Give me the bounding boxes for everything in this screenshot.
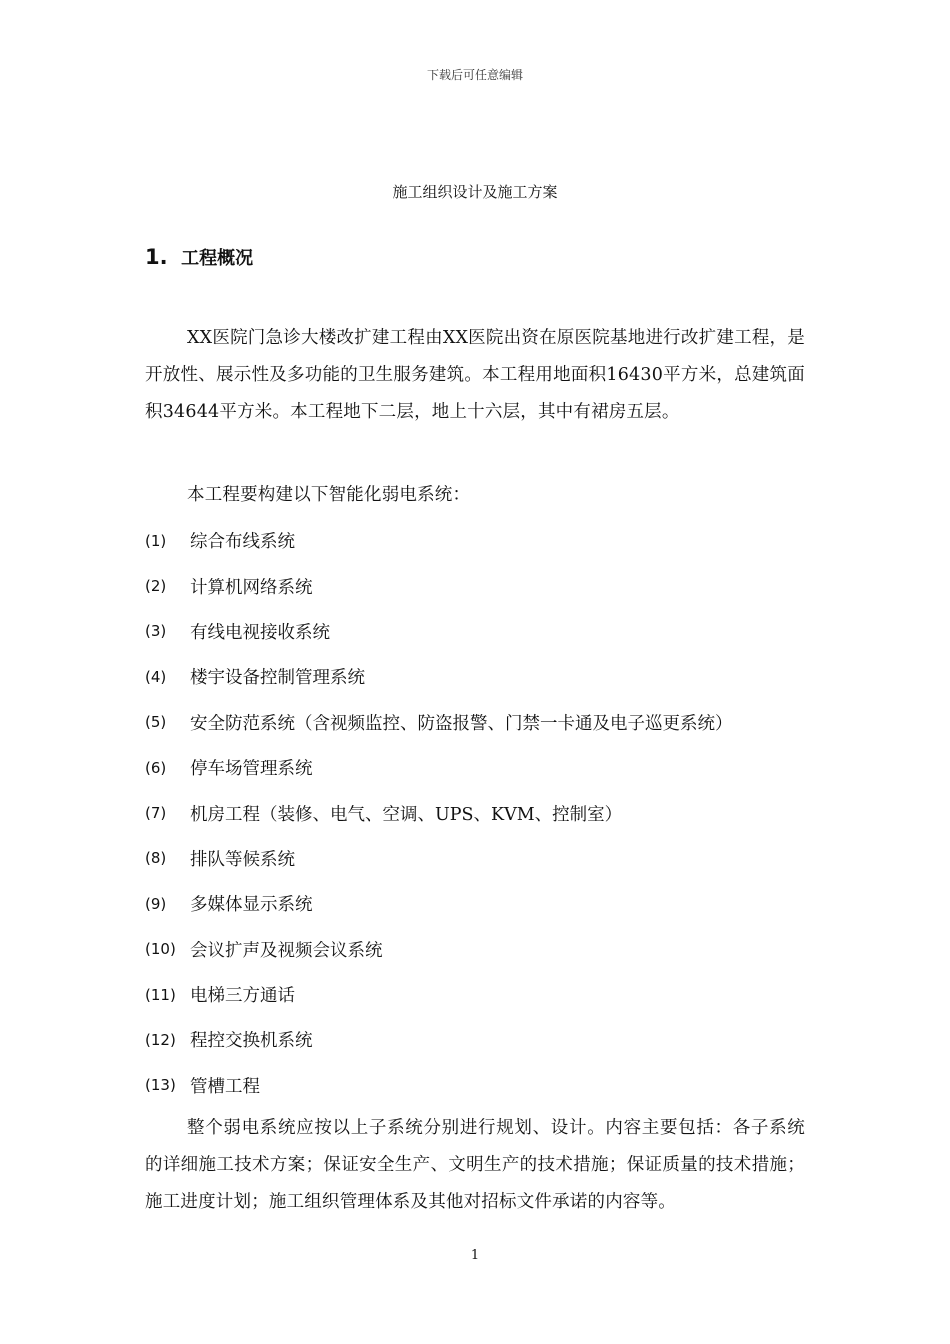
section-title: 工程概况 <box>181 248 254 269</box>
document-title: 施工组织设计及施工方案 <box>392 183 558 201</box>
section-number: 1. <box>145 245 168 269</box>
list-item <box>145 518 805 563</box>
list-item-number: (8) <box>145 849 167 868</box>
list-item-text: 程控交换机系统 <box>190 1031 313 1052</box>
list-item <box>145 745 805 790</box>
list-item <box>145 700 805 745</box>
list-item-text: 有线电视接收系统 <box>190 622 330 643</box>
list-item-number: (13) <box>145 1076 176 1095</box>
systems-intro-paragraph: 本工程要构建以下智能化弱电系统： <box>187 485 471 505</box>
list-item-number: (4) <box>145 667 167 686</box>
section-heading <box>145 244 253 270</box>
page-header: 下载后可任意编辑 <box>426 68 523 82</box>
list-item-text: 机房工程（装修、电气、空调、UPS、KVM、控制室） <box>190 804 623 825</box>
list-item-number: (9) <box>145 894 167 913</box>
summary-paragraph: 整个弱电系统应按以上子系统分别进行规划、设计。内容主要包括：各子系统的详细施工技术方案；保证安全生产、文明生产的技术措施；保证质量的技术措施；施工进度计划；施工组织管理体系及其他对招标文件承诺的内容等。 <box>145 1118 805 1212</box>
list-item-text: 停车场管理系统 <box>190 759 313 780</box>
list-item <box>145 609 805 654</box>
page-number: 1 <box>470 1248 480 1263</box>
systems-list <box>145 518 805 1108</box>
list-item-number: (12) <box>145 1030 176 1049</box>
list-item <box>145 790 805 835</box>
list-item-text: 会议扩声及视频会议系统 <box>190 940 383 961</box>
list-item-number: (5) <box>145 713 167 732</box>
list-item-number: (11) <box>145 985 176 1004</box>
list-item-text: 管槽工程 <box>190 1076 260 1097</box>
overview-paragraph: XX医院门急诊大楼改扩建工程由XX医院出资在原医院基地进行改扩建工程，是开放性、展示性及多功能的卫生服务建筑。本工程用地面积16430平方米，总建筑面积34644平方米。本工程地下二层，地上十六层，其中有裙房五层。 <box>145 328 805 422</box>
list-item <box>145 563 805 608</box>
list-item-number: (6) <box>145 758 167 777</box>
list-item-number: (1) <box>145 531 167 550</box>
list-item-text: 楼宇设备控制管理系统 <box>190 668 365 689</box>
list-item <box>145 881 805 926</box>
list-item-text: 综合布线系统 <box>190 532 295 553</box>
list-item <box>145 654 805 699</box>
list-item <box>145 836 805 881</box>
list-item-text: 安全防范系统（含视频监控、防盗报警、门禁一卡通及电子巡更系统） <box>190 713 733 734</box>
list-item <box>145 1017 805 1062</box>
list-item-text: 排队等候系统 <box>190 849 295 870</box>
list-item-number: (7) <box>145 804 167 823</box>
list-item <box>145 972 805 1017</box>
list-item <box>145 927 805 972</box>
list-item-text: 计算机网络系统 <box>190 577 313 598</box>
list-item-number: (3) <box>145 622 167 641</box>
list-item <box>145 1063 805 1108</box>
list-item-number: (10) <box>145 940 176 959</box>
list-item-number: (2) <box>145 577 167 596</box>
list-item-text: 电梯三方通话 <box>190 986 295 1007</box>
list-item-text: 多媒体显示系统 <box>190 895 313 916</box>
